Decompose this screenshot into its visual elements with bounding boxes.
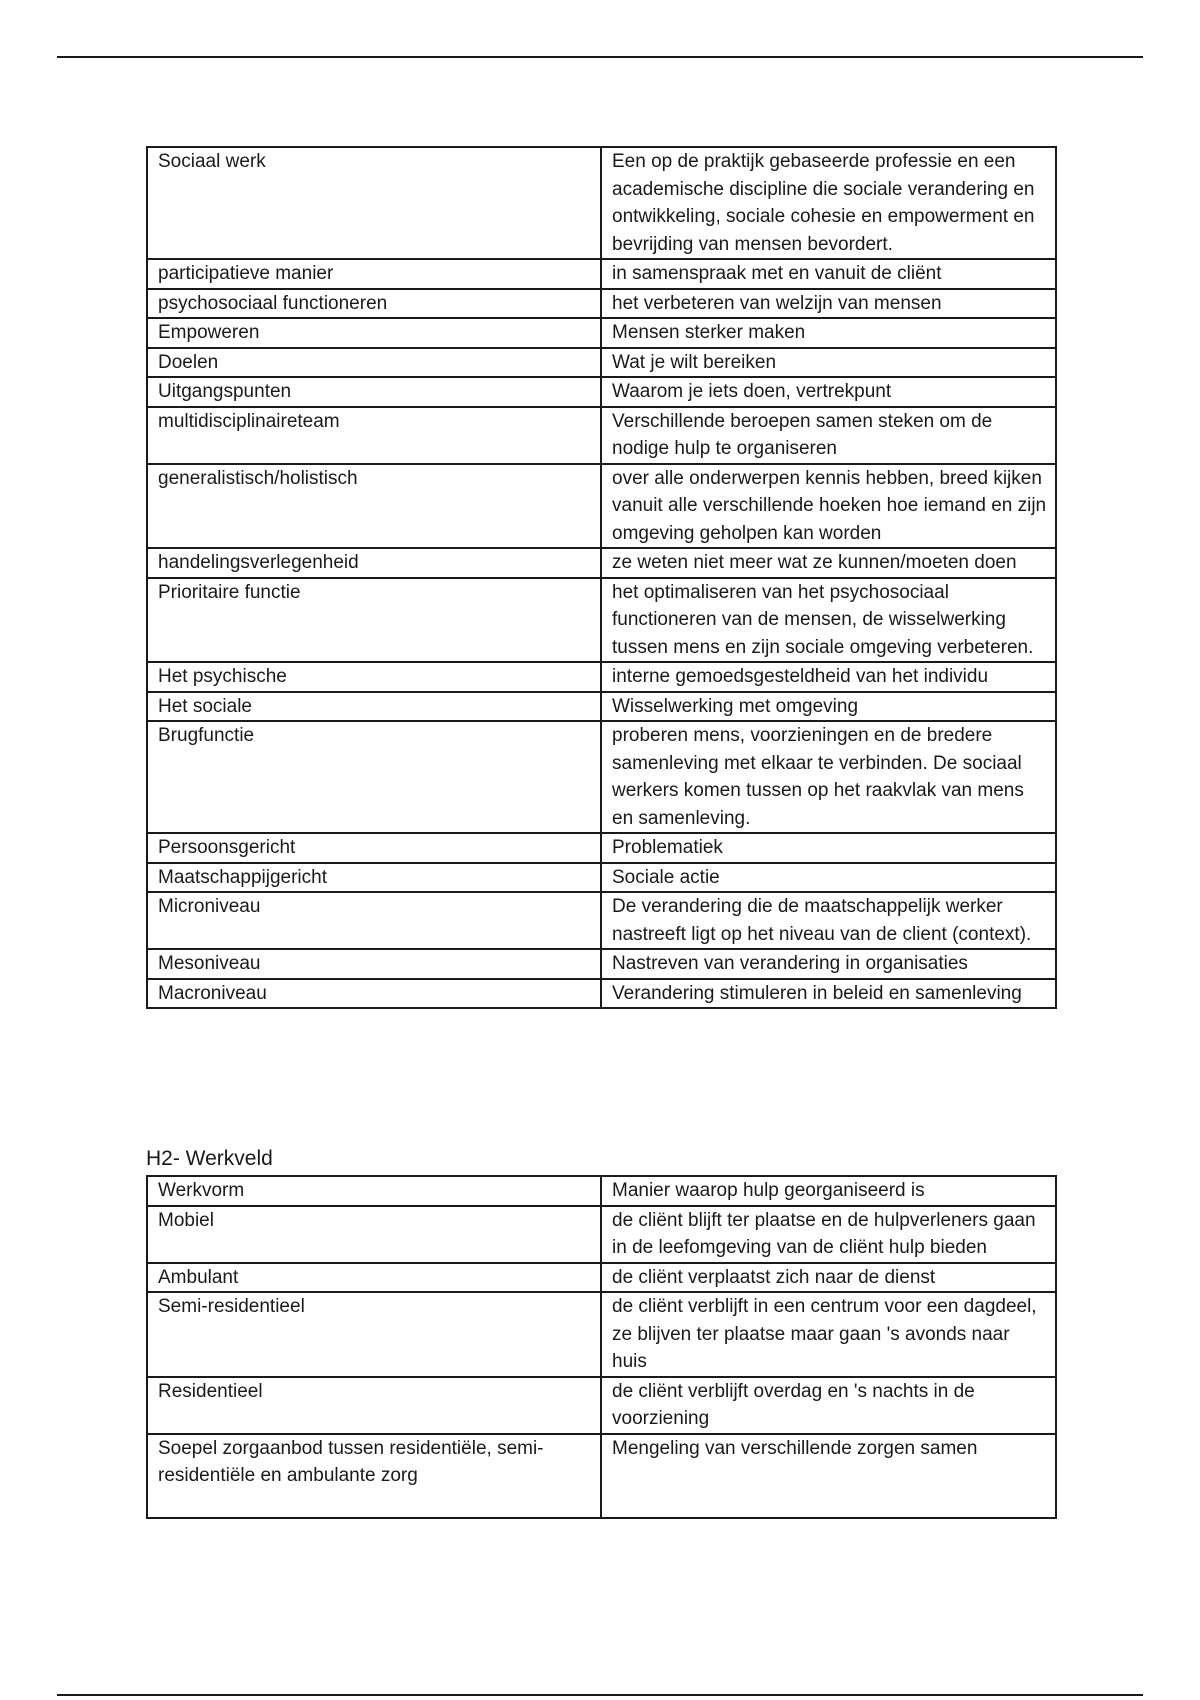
term-cell: multidisciplinaireteam xyxy=(147,407,601,464)
term-cell: Empoweren xyxy=(147,318,601,348)
definition-cell: in samenspraak met en vanuit de cliënt xyxy=(601,259,1056,289)
table-row xyxy=(147,348,1056,378)
definition-cell: ze weten niet meer wat ze kunnen/moeten doen xyxy=(601,548,1056,578)
table-row xyxy=(147,979,1056,1009)
table-row xyxy=(147,1206,1056,1263)
definition-cell: de cliënt verblijft overdag en 's nachts in de voorziening xyxy=(601,1377,1056,1434)
table-row xyxy=(147,1263,1056,1293)
term-cell: generalistisch/holistisch xyxy=(147,464,601,549)
section-heading-werkveld: H2- Werkveld xyxy=(146,1147,273,1170)
table-row xyxy=(147,833,1056,863)
term-cell: Het psychische xyxy=(147,662,601,692)
table-row xyxy=(147,147,1056,259)
glossary-table-social-work xyxy=(146,146,1057,1009)
table-row xyxy=(147,377,1056,407)
term-cell: Maatschappijgericht xyxy=(147,863,601,893)
definition-cell: Verschillende beroepen samen steken om de nodige hulp te organiseren xyxy=(601,407,1056,464)
term-cell: Soepel zorgaanbod tussen residentiële, semi-residentiële en ambulante zorg xyxy=(147,1434,601,1518)
definition-cell: de cliënt blijft ter plaatse en de hulpverleners gaan in de leefomgeving van de cliënt hulp bieden xyxy=(601,1206,1056,1263)
table-row xyxy=(147,407,1056,464)
definition-cell: Een op de praktijk gebaseerde professie en een academische discipline die sociale verandering en ontwikkeling, sociale cohesie en empowerment en bevrijding van mensen bevordert. xyxy=(601,147,1056,259)
table-row xyxy=(147,863,1056,893)
definition-cell: proberen mens, voorzieningen en de bredere samenleving met elkaar te verbinden. De sociaal werkers komen tussen op het raakvlak van mens en samenleving. xyxy=(601,721,1056,833)
term-cell: psychosociaal functioneren xyxy=(147,289,601,319)
term-cell: Prioritaire functie xyxy=(147,578,601,663)
table-row xyxy=(147,662,1056,692)
term-cell: Microniveau xyxy=(147,892,601,949)
term-cell: Mesoniveau xyxy=(147,949,601,979)
table-row xyxy=(147,578,1056,663)
table-row xyxy=(147,1292,1056,1377)
definition-cell: de cliënt verplaatst zich naar de dienst xyxy=(601,1263,1056,1293)
definition-cell: de cliënt verblijft in een centrum voor een dagdeel, ze blijven ter plaatse maar gaan 's avonds naar huis xyxy=(601,1292,1056,1377)
definition-cell: het verbeteren van welzijn van mensen xyxy=(601,289,1056,319)
definition-cell: interne gemoedsgesteldheid van het individu xyxy=(601,662,1056,692)
table-row xyxy=(147,721,1056,833)
page-bottom-rule xyxy=(57,1694,1143,1696)
term-cell: Macroniveau xyxy=(147,979,601,1009)
term-cell: Doelen xyxy=(147,348,601,378)
term-cell: Het sociale xyxy=(147,692,601,722)
table-row xyxy=(147,1377,1056,1434)
page-top-rule xyxy=(57,56,1143,58)
term-cell: participatieve manier xyxy=(147,259,601,289)
term-cell: Brugfunctie xyxy=(147,721,601,833)
table-row xyxy=(147,464,1056,549)
term-cell: Uitgangspunten xyxy=(147,377,601,407)
definition-cell: Waarom je iets doen, vertrekpunt xyxy=(601,377,1056,407)
table-row xyxy=(147,318,1056,348)
definition-cell: Wat je wilt bereiken xyxy=(601,348,1056,378)
definition-cell: De verandering die de maatschappelijk werker nastreeft ligt op het niveau van de client (context). xyxy=(601,892,1056,949)
term-cell: Residentieel xyxy=(147,1377,601,1434)
term-cell: Mobiel xyxy=(147,1206,601,1263)
definition-cell: Nastreven van verandering in organisaties xyxy=(601,949,1056,979)
table-row xyxy=(147,692,1056,722)
definition-cell: Manier waarop hulp georganiseerd is xyxy=(601,1176,1056,1206)
table-row xyxy=(147,1434,1056,1518)
definition-cell: Sociale actie xyxy=(601,863,1056,893)
definition-cell: het optimaliseren van het psychosociaal functioneren van de mensen, de wisselwerking tussen mens en zijn sociale omgeving verbeteren. xyxy=(601,578,1056,663)
term-cell: Ambulant xyxy=(147,1263,601,1293)
table-row xyxy=(147,289,1056,319)
definition-cell: Problematiek xyxy=(601,833,1056,863)
table-row xyxy=(147,892,1056,949)
definition-cell: over alle onderwerpen kennis hebben, breed kijken vanuit alle verschillende hoeken hoe iemand en zijn omgeving geholpen kan worden xyxy=(601,464,1056,549)
table-row xyxy=(147,949,1056,979)
table-row xyxy=(147,548,1056,578)
definition-cell: Verandering stimuleren in beleid en samenleving xyxy=(601,979,1056,1009)
term-cell: Werkvorm xyxy=(147,1176,601,1206)
term-cell: Persoonsgericht xyxy=(147,833,601,863)
definition-cell: Mengeling van verschillende zorgen samen xyxy=(601,1434,1056,1518)
definition-cell: Mensen sterker maken xyxy=(601,318,1056,348)
definition-cell: Wisselwerking met omgeving xyxy=(601,692,1056,722)
table-row xyxy=(147,1176,1056,1206)
glossary-table-werkveld xyxy=(146,1175,1057,1519)
term-cell: handelingsverlegenheid xyxy=(147,548,601,578)
term-cell: Sociaal werk xyxy=(147,147,601,259)
table-row xyxy=(147,259,1056,289)
term-cell: Semi-residentieel xyxy=(147,1292,601,1377)
